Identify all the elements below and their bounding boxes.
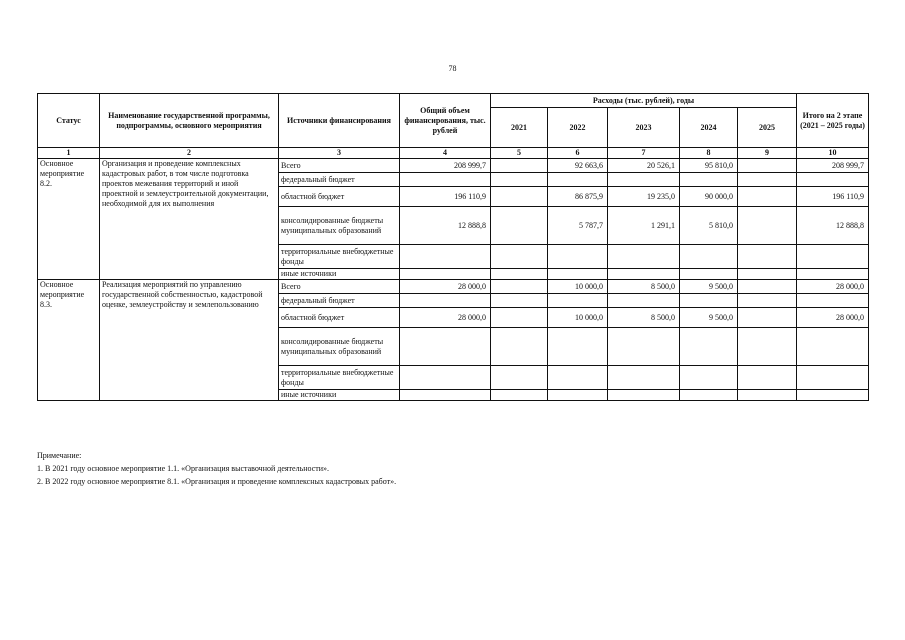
value-cell: 12 888,8 (400, 207, 491, 245)
value-cell (738, 308, 797, 328)
column-number: 10 (797, 148, 869, 159)
header-year: 2021 (491, 108, 548, 148)
value-cell (680, 173, 738, 187)
value-cell: 208 999,7 (797, 159, 869, 173)
value-cell (491, 269, 548, 280)
value-cell (797, 269, 869, 280)
value-cell (797, 294, 869, 308)
value-cell (608, 173, 680, 187)
value-cell (491, 280, 548, 294)
value-cell (548, 294, 608, 308)
value-cell (680, 328, 738, 366)
note-item: 2. В 2022 году основное мероприятие 8.1. «Организация и проведение комплексных кадастровых работ». (37, 477, 397, 486)
value-cell (491, 294, 548, 308)
value-cell (738, 269, 797, 280)
status-cell: Основное мероприятие 8.3. (38, 280, 100, 401)
value-cell: 92 663,6 (548, 159, 608, 173)
value-cell: 1 291,1 (608, 207, 680, 245)
value-cell (738, 173, 797, 187)
value-cell (680, 269, 738, 280)
value-cell: 10 000,0 (548, 280, 608, 294)
value-cell (680, 390, 738, 401)
value-cell (738, 366, 797, 390)
value-cell: 9 500,0 (680, 280, 738, 294)
value-cell (738, 328, 797, 366)
value-cell: 208 999,7 (400, 159, 491, 173)
value-cell: 5 787,7 (548, 207, 608, 245)
value-cell (680, 245, 738, 269)
value-cell (548, 366, 608, 390)
value-cell (608, 328, 680, 366)
value-cell: 20 526,1 (608, 159, 680, 173)
column-number: 1 (38, 148, 100, 159)
column-number: 4 (400, 148, 491, 159)
column-number: 8 (680, 148, 738, 159)
value-cell (491, 366, 548, 390)
value-cell: 9 500,0 (680, 308, 738, 328)
value-cell (797, 245, 869, 269)
header-total: Общий объем финансирования, тыс. рублей (400, 94, 491, 148)
value-cell (400, 366, 491, 390)
value-cell (400, 269, 491, 280)
source-cell: иные источники (279, 390, 400, 401)
value-cell (608, 294, 680, 308)
value-cell: 95 810,0 (680, 159, 738, 173)
source-cell: федеральный бюджет (279, 294, 400, 308)
column-number: 9 (738, 148, 797, 159)
value-cell: 28 000,0 (797, 280, 869, 294)
value-cell (738, 187, 797, 207)
header-status: Статус (38, 94, 100, 148)
financing-table (37, 93, 869, 401)
value-cell (491, 159, 548, 173)
value-cell (548, 328, 608, 366)
value-cell (548, 269, 608, 280)
column-number: 2 (100, 148, 279, 159)
value-cell (491, 187, 548, 207)
column-number: 5 (491, 148, 548, 159)
note-item: 1. В 2021 году основное мероприятие 1.1. «Организация выставочной деятельности». (37, 464, 330, 473)
status-cell: Основное мероприятие 8.2. (38, 159, 100, 280)
value-cell (797, 328, 869, 366)
value-cell (608, 390, 680, 401)
column-number: 7 (608, 148, 680, 159)
program-name-cell: Организация и проведение комплексных кадастровых работ, в том числе подготовка проектов межевания территорий и иной проектной и землеустроительной документации, необходимой для их выполнения (100, 159, 279, 280)
value-cell: 86 875,9 (548, 187, 608, 207)
value-cell: 10 000,0 (548, 308, 608, 328)
value-cell (400, 245, 491, 269)
source-cell: областной бюджет (279, 308, 400, 328)
notes-title: Примечание: (37, 451, 82, 460)
value-cell: 19 235,0 (608, 187, 680, 207)
value-cell (491, 245, 548, 269)
value-cell (797, 366, 869, 390)
value-cell (400, 173, 491, 187)
source-cell: территориальные внебюджетные фонды (279, 245, 400, 269)
column-number: 6 (548, 148, 608, 159)
value-cell (400, 294, 491, 308)
value-cell (738, 159, 797, 173)
table-row (38, 280, 869, 294)
source-cell: областной бюджет (279, 187, 400, 207)
value-cell: 12 888,8 (797, 207, 869, 245)
value-cell (400, 390, 491, 401)
value-cell (608, 245, 680, 269)
header-expenses: Расходы (тыс. рублей), годы (491, 94, 797, 108)
value-cell: 28 000,0 (400, 280, 491, 294)
value-cell (738, 390, 797, 401)
program-name-cell: Реализация мероприятий по управлению государственной собственностью, кадастровой оценке, землеустройству и землепользованию (100, 280, 279, 401)
header-year: 2024 (680, 108, 738, 148)
table-header (38, 94, 869, 159)
value-cell (797, 173, 869, 187)
table-body (38, 159, 869, 401)
value-cell (400, 328, 491, 366)
value-cell: 8 500,0 (608, 280, 680, 294)
value-cell: 8 500,0 (608, 308, 680, 328)
value-cell: 28 000,0 (797, 308, 869, 328)
header-stage-total: Итого на 2 этапе (2021 – 2025 годы) (797, 94, 869, 148)
value-cell (680, 366, 738, 390)
value-cell (738, 207, 797, 245)
value-cell: 28 000,0 (400, 308, 491, 328)
value-cell (491, 390, 548, 401)
page-number: 78 (448, 64, 457, 73)
column-number-row (38, 148, 869, 159)
value-cell (608, 269, 680, 280)
value-cell (738, 280, 797, 294)
source-cell: Всего (279, 280, 400, 294)
notes (37, 449, 396, 488)
source-cell: Всего (279, 159, 400, 173)
source-cell: иные источники (279, 269, 400, 280)
value-cell (797, 390, 869, 401)
value-cell (548, 390, 608, 401)
source-cell: территориальные внебюджетные фонды (279, 366, 400, 390)
value-cell (491, 328, 548, 366)
source-cell: федеральный бюджет (279, 173, 400, 187)
value-cell: 5 810,0 (680, 207, 738, 245)
value-cell: 196 110,9 (797, 187, 869, 207)
header-year: 2025 (738, 108, 797, 148)
value-cell (491, 207, 548, 245)
value-cell (680, 294, 738, 308)
header-year: 2022 (548, 108, 608, 148)
value-cell (548, 173, 608, 187)
value-cell: 90 000,0 (680, 187, 738, 207)
column-number: 3 (279, 148, 400, 159)
source-cell: консолидированные бюджеты муниципальных образований (279, 328, 400, 366)
table-row (38, 159, 869, 173)
header-year: 2023 (608, 108, 680, 148)
value-cell (491, 173, 548, 187)
value-cell (738, 245, 797, 269)
source-cell: консолидированные бюджеты муниципальных образований (279, 207, 400, 245)
value-cell (738, 294, 797, 308)
header-sources: Источники финансирования (279, 94, 400, 148)
header-program-name: Наименование государственной программы, подпрограммы, основного мероприятия (100, 94, 279, 148)
value-cell: 196 110,9 (400, 187, 491, 207)
value-cell (608, 366, 680, 390)
value-cell (548, 245, 608, 269)
value-cell (491, 308, 548, 328)
